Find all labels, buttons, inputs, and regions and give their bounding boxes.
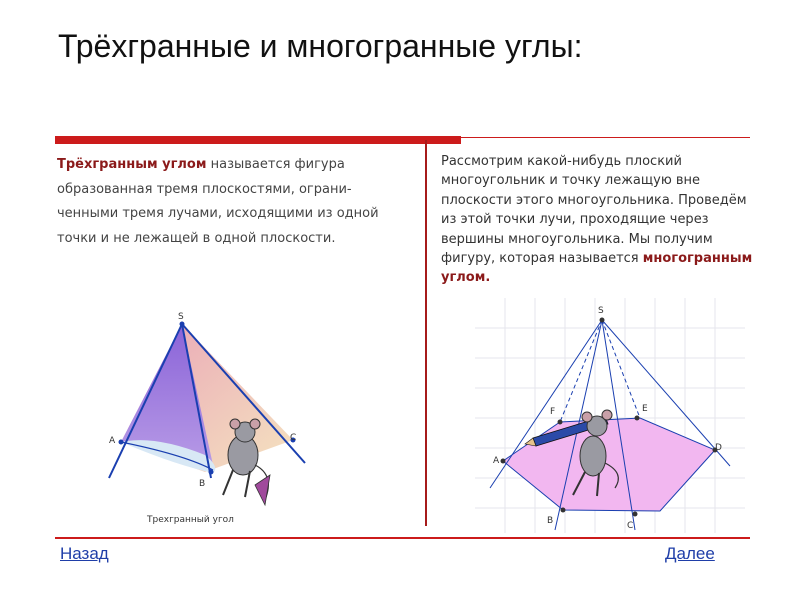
title-underline-thick bbox=[55, 136, 461, 144]
label-c: C bbox=[627, 521, 634, 531]
trihedral-definition bbox=[57, 153, 409, 251]
label-a: A bbox=[493, 456, 500, 466]
trihedral-term: Трёхгранным углом bbox=[57, 157, 207, 172]
label-s: S bbox=[598, 306, 604, 316]
trihedral-angle-figure bbox=[95, 305, 320, 535]
footer-rule bbox=[55, 537, 750, 539]
point-c bbox=[633, 512, 638, 517]
label-a: A bbox=[109, 436, 116, 446]
polyhedral-definition bbox=[441, 152, 759, 288]
label-d: D bbox=[715, 443, 722, 453]
point-f bbox=[558, 420, 563, 425]
point-e bbox=[635, 416, 640, 421]
label-c: C bbox=[290, 433, 297, 443]
title-underline-thin bbox=[461, 137, 750, 138]
column-divider bbox=[425, 140, 427, 526]
point-s bbox=[600, 318, 605, 323]
point-b bbox=[561, 508, 566, 513]
trihedral-definition-text: называется фигура образованная тремя плоскостями, ограни-ченными тремя лучами, исходящими из одной точки и не лежащей в одной плоскости. bbox=[57, 157, 379, 246]
back-link[interactable]: Назад bbox=[60, 544, 109, 563]
trihedral-caption: Трехгранный угол bbox=[147, 515, 234, 525]
page-title: Трёхгранные и многогранные углы: bbox=[58, 28, 583, 64]
point-s bbox=[180, 322, 185, 327]
label-e: E bbox=[642, 404, 648, 414]
label-b: B bbox=[199, 479, 206, 489]
polyhedral-term: многогранным углом. bbox=[441, 251, 753, 286]
label-b: B bbox=[547, 516, 554, 526]
polyhedral-angle-figure bbox=[475, 298, 745, 533]
point-b bbox=[209, 470, 214, 475]
polyhedral-definition-text: Рассмотрим какой-нибудь плоский многоугольник и точку лежащую вне плоскости этого многоугольника. Проведём из этой точки лучи, проходящие через вершины многоугольника. Мы получим фигуру, которая называется bbox=[441, 154, 747, 267]
point-a bbox=[501, 459, 506, 464]
point-a bbox=[119, 440, 124, 445]
label-s: S bbox=[178, 312, 184, 322]
label-f: F bbox=[550, 407, 556, 417]
next-link[interactable]: Далее bbox=[665, 544, 715, 563]
